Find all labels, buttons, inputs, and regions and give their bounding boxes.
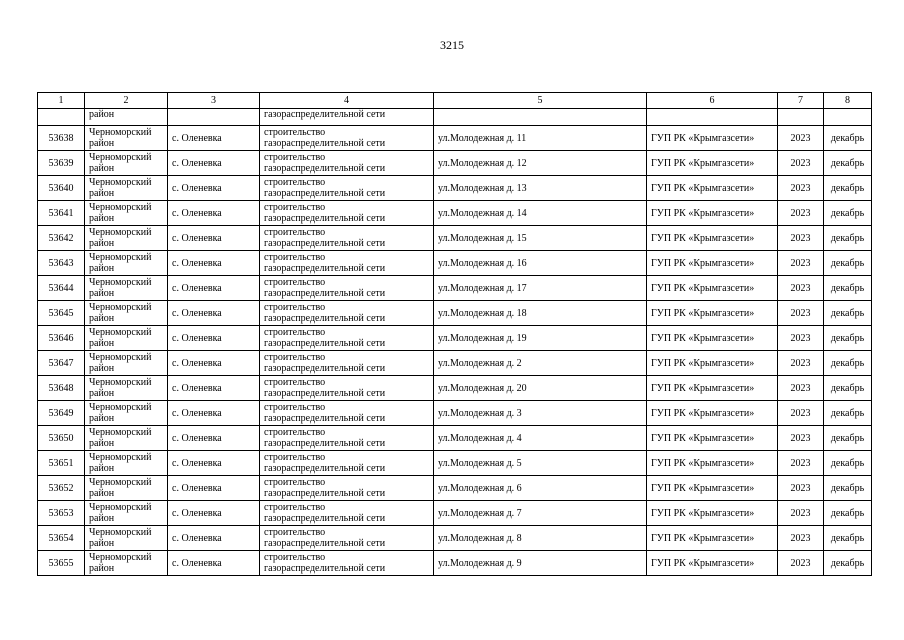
- column-header: 6: [647, 93, 778, 109]
- cell-org: ГУП РК «Крымгазсети»: [647, 401, 778, 426]
- cell-locality: с. Оленевка: [168, 501, 260, 526]
- cell-district-line: район: [89, 463, 115, 474]
- cell-year: 2023: [778, 501, 824, 526]
- cell-district-line: Черноморский: [89, 227, 152, 238]
- cell-org: ГУП РК «Крымгазсети»: [647, 251, 778, 276]
- cell-num: 53647: [38, 351, 85, 376]
- table-row: [38, 351, 872, 376]
- cell-purpose-line: строительство: [264, 402, 326, 413]
- cell-month: декабрь: [824, 551, 872, 576]
- cell-district: [85, 226, 168, 251]
- cell-district-line: район: [89, 363, 115, 374]
- cell-month: декабрь: [824, 226, 872, 251]
- cell-purpose: газораспределительной сети: [260, 109, 434, 126]
- cell-org: ГУП РК «Крымгазсети»: [647, 301, 778, 326]
- cell-num: 53641: [38, 201, 85, 226]
- cell-org: ГУП РК «Крымгазсети»: [647, 426, 778, 451]
- cell-num: 53639: [38, 151, 85, 176]
- cell-locality: с. Оленевка: [168, 126, 260, 151]
- cell-purpose: [260, 276, 434, 301]
- cell-purpose-line: газораспределительной сети: [264, 163, 386, 174]
- table-row: [38, 251, 872, 276]
- table-row: [38, 301, 872, 326]
- cell-purpose-line: газораспределительной сети: [264, 213, 386, 224]
- cell-address: ул.Молодежная д. 17: [434, 276, 647, 301]
- cell-month: декабрь: [824, 151, 872, 176]
- cell-locality: с. Оленевка: [168, 426, 260, 451]
- table-header-row: [38, 93, 872, 109]
- column-header: 1: [38, 93, 85, 109]
- cell-purpose: [260, 201, 434, 226]
- cell-locality: с. Оленевка: [168, 351, 260, 376]
- cell-num: 53651: [38, 451, 85, 476]
- cell-purpose-line: строительство: [264, 352, 326, 363]
- cell-district: [85, 151, 168, 176]
- cell-address: ул.Молодежная д. 15: [434, 226, 647, 251]
- cell-address: ул.Молодежная д. 2: [434, 351, 647, 376]
- cell-locality: с. Оленевка: [168, 251, 260, 276]
- cell-district-line: Черноморский: [89, 552, 152, 563]
- table-row: [38, 126, 872, 151]
- cell-org: ГУП РК «Крымгазсети»: [647, 501, 778, 526]
- cell-address: ул.Молодежная д. 20: [434, 376, 647, 401]
- cell-district: [85, 201, 168, 226]
- cell-district-line: район: [89, 488, 115, 499]
- cell-purpose: [260, 501, 434, 526]
- cell-purpose-line: строительство: [264, 327, 326, 338]
- cell-purpose: [260, 351, 434, 376]
- table-row: [38, 476, 872, 501]
- cell-org: ГУП РК «Крымгазсети»: [647, 176, 778, 201]
- column-header: 2: [85, 93, 168, 109]
- cell-purpose-line: строительство: [264, 377, 326, 388]
- cell-district-line: район: [89, 213, 115, 224]
- cell-district-line: район: [89, 263, 115, 274]
- cell-locality: с. Оленевка: [168, 226, 260, 251]
- cell-org: ГУП РК «Крымгазсети»: [647, 526, 778, 551]
- cell-year: 2023: [778, 126, 824, 151]
- cell-year: 2023: [778, 226, 824, 251]
- cell-purpose: [260, 226, 434, 251]
- table-row: [38, 201, 872, 226]
- cell-purpose-line: газораспределительной сети: [264, 563, 386, 574]
- table-row: [38, 401, 872, 426]
- cell-month: декабрь: [824, 401, 872, 426]
- cell-address: ул.Молодежная д. 16: [434, 251, 647, 276]
- cell-address: ул.Молодежная д. 3: [434, 401, 647, 426]
- cell-address: ул.Молодежная д. 11: [434, 126, 647, 151]
- cell-purpose-line: газораспределительной сети: [264, 188, 386, 199]
- cell-purpose-line: газораспределительной сети: [264, 388, 386, 399]
- cell-month: [824, 109, 872, 126]
- cell-purpose-line: газораспределительной сети: [264, 488, 386, 499]
- cell-purpose: [260, 401, 434, 426]
- cell-purpose: [260, 151, 434, 176]
- cell-purpose-line: строительство: [264, 277, 326, 288]
- cell-num: 53642: [38, 226, 85, 251]
- table-row: [38, 276, 872, 301]
- cell-locality: с. Оленевка: [168, 176, 260, 201]
- cell-locality: с. Оленевка: [168, 151, 260, 176]
- cell-district: [85, 376, 168, 401]
- cell-purpose: [260, 251, 434, 276]
- cell-district-line: Черноморский: [89, 152, 152, 163]
- cell-month: декабрь: [824, 376, 872, 401]
- cell-month: декабрь: [824, 526, 872, 551]
- cell-district-line: Черноморский: [89, 252, 152, 263]
- cell-num: 53649: [38, 401, 85, 426]
- cell-district: [85, 551, 168, 576]
- cell-org: ГУП РК «Крымгазсети»: [647, 451, 778, 476]
- cell-year: 2023: [778, 376, 824, 401]
- cell-purpose-line: строительство: [264, 427, 326, 438]
- cell-num: 53652: [38, 476, 85, 501]
- cell-locality: с. Оленевка: [168, 326, 260, 351]
- cell-month: декабрь: [824, 351, 872, 376]
- cell-district: [85, 351, 168, 376]
- cell-purpose-line: строительство: [264, 502, 326, 513]
- cell-org: [647, 109, 778, 126]
- cell-org: ГУП РК «Крымгазсети»: [647, 376, 778, 401]
- table-row: [38, 501, 872, 526]
- cell-purpose-line: газораспределительной сети: [264, 338, 386, 349]
- cell-purpose-line: газораспределительной сети: [264, 463, 386, 474]
- cell-district: [85, 126, 168, 151]
- cell-year: 2023: [778, 451, 824, 476]
- cell-district: [85, 326, 168, 351]
- cell-year: 2023: [778, 526, 824, 551]
- cell-purpose-line: газораспределительной сети: [264, 538, 386, 549]
- cell-locality: с. Оленевка: [168, 526, 260, 551]
- cell-year: 2023: [778, 426, 824, 451]
- cell-locality: с. Оленевка: [168, 401, 260, 426]
- cell-purpose-line: газораспределительной сети: [264, 413, 386, 424]
- cell-num: 53650: [38, 426, 85, 451]
- table-row: [38, 176, 872, 201]
- cell-district: [85, 451, 168, 476]
- cell-purpose-line: газораспределительной сети: [264, 263, 386, 274]
- cell-purpose: [260, 376, 434, 401]
- cell-district: [85, 276, 168, 301]
- cell-district-line: Черноморский: [89, 427, 152, 438]
- cell-locality: с. Оленевка: [168, 451, 260, 476]
- cell-district-line: Черноморский: [89, 302, 152, 313]
- table-row: [38, 151, 872, 176]
- cell-address: ул.Молодежная д. 9: [434, 551, 647, 576]
- cell-district-line: район: [89, 188, 115, 199]
- cell-purpose: [260, 301, 434, 326]
- cell-purpose-line: газораспределительной сети: [264, 513, 386, 524]
- cell-purpose-line: строительство: [264, 127, 326, 138]
- cell-locality: с. Оленевка: [168, 476, 260, 501]
- cell-purpose-line: газораспределительной сети: [264, 238, 386, 249]
- cell-month: декабрь: [824, 426, 872, 451]
- cell-district-line: Черноморский: [89, 277, 152, 288]
- cell-address: ул.Молодежная д. 19: [434, 326, 647, 351]
- cell-org: ГУП РК «Крымгазсети»: [647, 126, 778, 151]
- cell-address: ул.Молодежная д. 7: [434, 501, 647, 526]
- cell-district-line: район: [89, 438, 115, 449]
- cell-purpose-line: строительство: [264, 177, 326, 188]
- column-header: 4: [260, 93, 434, 109]
- cell-num: 53655: [38, 551, 85, 576]
- cell-num: 53644: [38, 276, 85, 301]
- cell-district-line: Черноморский: [89, 402, 152, 413]
- cell-year: 2023: [778, 326, 824, 351]
- cell-month: декабрь: [824, 301, 872, 326]
- cell-district-line: район: [89, 138, 115, 149]
- cell-district-line: район: [89, 338, 115, 349]
- cell-purpose: [260, 526, 434, 551]
- table-row: [38, 426, 872, 451]
- cell-address: ул.Молодежная д. 6: [434, 476, 647, 501]
- cell-purpose-line: строительство: [264, 227, 326, 238]
- column-header: 8: [824, 93, 872, 109]
- cell-district-line: Черноморский: [89, 502, 152, 513]
- cell-address: ул.Молодежная д. 5: [434, 451, 647, 476]
- cell-org: ГУП РК «Крымгазсети»: [647, 151, 778, 176]
- cell-month: декабрь: [824, 326, 872, 351]
- column-header: 7: [778, 93, 824, 109]
- cell-num: 53643: [38, 251, 85, 276]
- cell-district: [85, 426, 168, 451]
- cell-num: 53653: [38, 501, 85, 526]
- cell-address: ул.Молодежная д. 18: [434, 301, 647, 326]
- cell-district-line: район: [89, 538, 115, 549]
- cell-district: район: [85, 109, 168, 126]
- cell-month: декабрь: [824, 476, 872, 501]
- cell-year: 2023: [778, 251, 824, 276]
- column-header: 3: [168, 93, 260, 109]
- cell-locality: [168, 109, 260, 126]
- cell-month: декабрь: [824, 501, 872, 526]
- cell-num: 53648: [38, 376, 85, 401]
- cell-num: [38, 109, 85, 126]
- cell-month: декабрь: [824, 126, 872, 151]
- cell-purpose-line: газораспределительной сети: [264, 363, 386, 374]
- cell-district-line: Черноморский: [89, 377, 152, 388]
- cell-district-line: район: [89, 163, 115, 174]
- cell-month: декабрь: [824, 276, 872, 301]
- cell-purpose-line: строительство: [264, 252, 326, 263]
- cell-month: декабрь: [824, 451, 872, 476]
- cell-org: ГУП РК «Крымгазсети»: [647, 226, 778, 251]
- cell-year: 2023: [778, 476, 824, 501]
- cell-district-line: Черноморский: [89, 202, 152, 213]
- cell-org: ГУП РК «Крымгазсети»: [647, 551, 778, 576]
- cell-year: [778, 109, 824, 126]
- cell-num: 53646: [38, 326, 85, 351]
- data-table: [37, 92, 872, 576]
- cell-purpose-line: строительство: [264, 202, 326, 213]
- cell-purpose: [260, 326, 434, 351]
- cell-district-line: район: [89, 413, 115, 424]
- cell-district: [85, 526, 168, 551]
- cell-purpose: [260, 426, 434, 451]
- cell-org: ГУП РК «Крымгазсети»: [647, 351, 778, 376]
- cell-district-line: район: [89, 563, 115, 574]
- cell-org: ГУП РК «Крымгазсети»: [647, 201, 778, 226]
- cell-district-line: район: [89, 313, 115, 324]
- cell-district-line: Черноморский: [89, 527, 152, 538]
- cell-district-line: район: [89, 388, 115, 399]
- cell-district-line: Черноморский: [89, 127, 152, 138]
- cell-purpose-line: строительство: [264, 552, 326, 563]
- cell-purpose: [260, 476, 434, 501]
- cell-address: ул.Молодежная д. 13: [434, 176, 647, 201]
- cell-locality: с. Оленевка: [168, 551, 260, 576]
- table-row: [38, 551, 872, 576]
- cell-year: 2023: [778, 301, 824, 326]
- cell-org: ГУП РК «Крымгазсети»: [647, 476, 778, 501]
- cell-district-line: район: [89, 238, 115, 249]
- cell-district-line: район: [89, 513, 115, 524]
- cell-purpose-line: газораспределительной сети: [264, 138, 386, 149]
- cell-address: ул.Молодежная д. 12: [434, 151, 647, 176]
- cell-purpose: [260, 451, 434, 476]
- cell-address: ул.Молодежная д. 4: [434, 426, 647, 451]
- cell-purpose: [260, 126, 434, 151]
- cell-year: 2023: [778, 401, 824, 426]
- cell-purpose-line: газораспределительной сети: [264, 288, 386, 299]
- cell-year: 2023: [778, 176, 824, 201]
- cell-district-line: район: [89, 288, 115, 299]
- cell-district-line: Черноморский: [89, 352, 152, 363]
- cell-locality: с. Оленевка: [168, 201, 260, 226]
- cell-locality: с. Оленевка: [168, 276, 260, 301]
- cell-district-line: Черноморский: [89, 477, 152, 488]
- cell-year: 2023: [778, 551, 824, 576]
- cell-district: [85, 401, 168, 426]
- cell-month: декабрь: [824, 176, 872, 201]
- column-header: 5: [434, 93, 647, 109]
- cell-month: декабрь: [824, 251, 872, 276]
- cell-purpose: [260, 176, 434, 201]
- cell-purpose-line: строительство: [264, 477, 326, 488]
- cell-num: 53640: [38, 176, 85, 201]
- cell-num: 53645: [38, 301, 85, 326]
- cell-district-line: Черноморский: [89, 177, 152, 188]
- cell-month: декабрь: [824, 201, 872, 226]
- cell-address: [434, 109, 647, 126]
- cell-year: 2023: [778, 151, 824, 176]
- page-number: 3215: [440, 38, 464, 52]
- cell-address: ул.Молодежная д. 14: [434, 201, 647, 226]
- table-row: [38, 376, 872, 401]
- cell-locality: с. Оленевка: [168, 376, 260, 401]
- cell-district-line: Черноморский: [89, 452, 152, 463]
- cell-purpose-line: строительство: [264, 152, 326, 163]
- table-row: [38, 526, 872, 551]
- cell-district: [85, 301, 168, 326]
- cell-locality: с. Оленевка: [168, 301, 260, 326]
- cell-district: [85, 176, 168, 201]
- cell-purpose-line: газораспределительной сети: [264, 313, 386, 324]
- cell-district-line: Черноморский: [89, 327, 152, 338]
- continuation-row: [38, 109, 872, 126]
- cell-org: ГУП РК «Крымгазсети»: [647, 326, 778, 351]
- cell-address: ул.Молодежная д. 8: [434, 526, 647, 551]
- cell-num: 53638: [38, 126, 85, 151]
- table-row: [38, 226, 872, 251]
- table-row: [38, 326, 872, 351]
- cell-purpose: [260, 551, 434, 576]
- table-row: [38, 451, 872, 476]
- cell-purpose-line: строительство: [264, 452, 326, 463]
- cell-district: [85, 476, 168, 501]
- cell-purpose-line: строительство: [264, 302, 326, 313]
- cell-district: [85, 251, 168, 276]
- cell-district: [85, 501, 168, 526]
- cell-year: 2023: [778, 276, 824, 301]
- cell-org: ГУП РК «Крымгазсети»: [647, 276, 778, 301]
- cell-year: 2023: [778, 351, 824, 376]
- cell-purpose-line: газораспределительной сети: [264, 438, 386, 449]
- cell-purpose-line: строительство: [264, 527, 326, 538]
- cell-year: 2023: [778, 201, 824, 226]
- cell-num: 53654: [38, 526, 85, 551]
